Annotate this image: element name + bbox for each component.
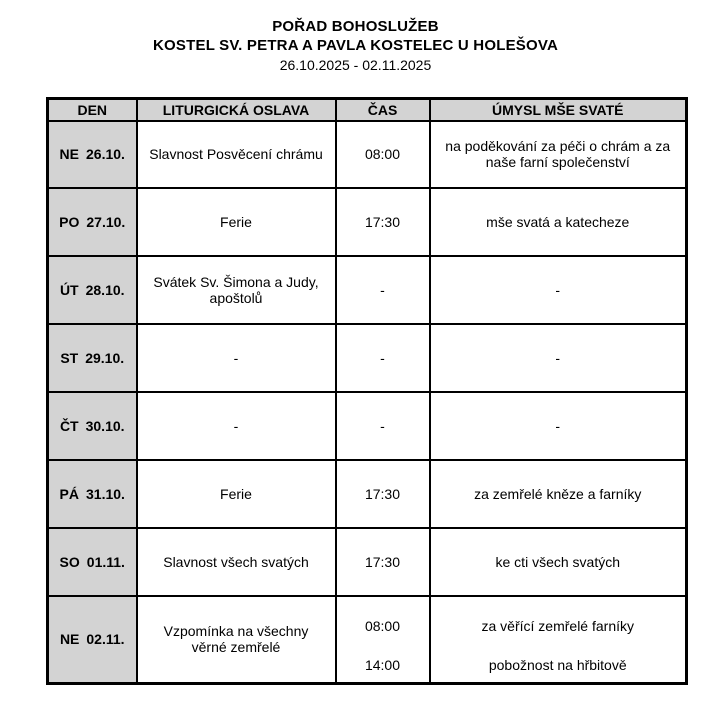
- intention-cell: -: [430, 392, 687, 460]
- celebration-cell: Slavnost všech svatých: [137, 528, 336, 596]
- celebration-cell: Ferie: [137, 188, 336, 256]
- day-cell: [48, 528, 137, 596]
- time-entry: 14:00: [364, 656, 401, 673]
- day-abbrev: SO: [59, 553, 80, 570]
- celebration-cell: Vzpomínka na všechny věrné zemřelé: [137, 596, 336, 684]
- day-abbrev: ČT: [59, 417, 79, 434]
- table-row: [48, 121, 687, 188]
- column-header-liturgicka-oslava: LITURGICKÁ OSLAVA: [137, 99, 336, 121]
- table-row: [48, 256, 687, 324]
- time-cell: -: [336, 324, 430, 392]
- intention-cell: [430, 596, 687, 684]
- service-schedule-table: [46, 97, 688, 685]
- day-abbrev: ÚT: [59, 281, 79, 298]
- day-date: 29.10.: [85, 349, 125, 366]
- celebration-cell: -: [137, 392, 336, 460]
- time-cell: 08:00: [336, 121, 430, 188]
- column-header-den: DEN: [48, 99, 137, 121]
- day-cell: [48, 596, 137, 684]
- time-cell: -: [336, 256, 430, 324]
- time-cell: [336, 596, 430, 684]
- day-abbrev: PÁ: [59, 485, 79, 502]
- day-abbrev: NE: [59, 146, 79, 162]
- intention-cell: na poděkování za péči o chrám a za naše farní společenství: [430, 121, 687, 188]
- intention-entry: pobožnost na hřbitově: [488, 656, 627, 673]
- table-row: [48, 188, 687, 256]
- celebration-cell: Svátek Sv. Šimona a Judy, apoštolů: [137, 256, 336, 324]
- church-name: KOSTEL SV. PETRA A PAVLA KOSTELEC U HOLEŠOVA: [153, 37, 558, 54]
- day-cell: [48, 256, 137, 324]
- day-date: 02.11.: [86, 631, 125, 648]
- intention-cell: -: [430, 256, 687, 324]
- page-header: [0, 0, 711, 76]
- day-cell: [48, 121, 137, 188]
- table-row: [48, 528, 687, 596]
- intention-cell: mše svatá a katecheze: [430, 188, 687, 256]
- day-date: 27.10.: [86, 213, 126, 230]
- day-date: 26.10.: [86, 146, 125, 162]
- day-date: 30.10.: [85, 417, 125, 434]
- table-header-row: [48, 99, 687, 121]
- date-range: 26.10.2025 - 02.11.2025: [279, 57, 432, 73]
- celebration-cell: Slavnost Posvěcení chrámu: [137, 121, 336, 188]
- celebration-cell: Ferie: [137, 460, 336, 528]
- table-row: [48, 596, 687, 684]
- day-cell: [48, 460, 137, 528]
- day-date: 28.10.: [85, 281, 125, 298]
- day-cell: [48, 392, 137, 460]
- time-cell: 17:30: [336, 188, 430, 256]
- time-cell: -: [336, 392, 430, 460]
- table-row: [48, 392, 687, 460]
- intention-cell: ke cti všech svatých: [430, 528, 687, 596]
- intention-cell: -: [430, 324, 687, 392]
- celebration-cell: -: [137, 324, 336, 392]
- page-title: POŘAD BOHOSLUŽEB: [272, 18, 439, 35]
- day-date: 01.11.: [86, 553, 125, 570]
- time-cell: 17:30: [336, 460, 430, 528]
- day-abbrev: NE: [59, 631, 80, 648]
- day-date: 31.10.: [86, 485, 125, 502]
- time-entry: 08:00: [364, 617, 401, 634]
- table-row: [48, 460, 687, 528]
- day-abbrev: ST: [60, 349, 79, 366]
- intention-entry: za věřící zemřelé farníky: [481, 617, 634, 634]
- time-cell: 17:30: [336, 528, 430, 596]
- day-cell: [48, 324, 137, 392]
- day-abbrev: PO: [59, 213, 80, 230]
- column-header-umysl: ÚMYSL MŠE SVATÉ: [430, 99, 687, 121]
- column-header-cas: ČAS: [336, 99, 430, 121]
- day-cell: [48, 188, 137, 256]
- table-row: [48, 324, 687, 392]
- intention-cell: za zemřelé kněze a farníky: [430, 460, 687, 528]
